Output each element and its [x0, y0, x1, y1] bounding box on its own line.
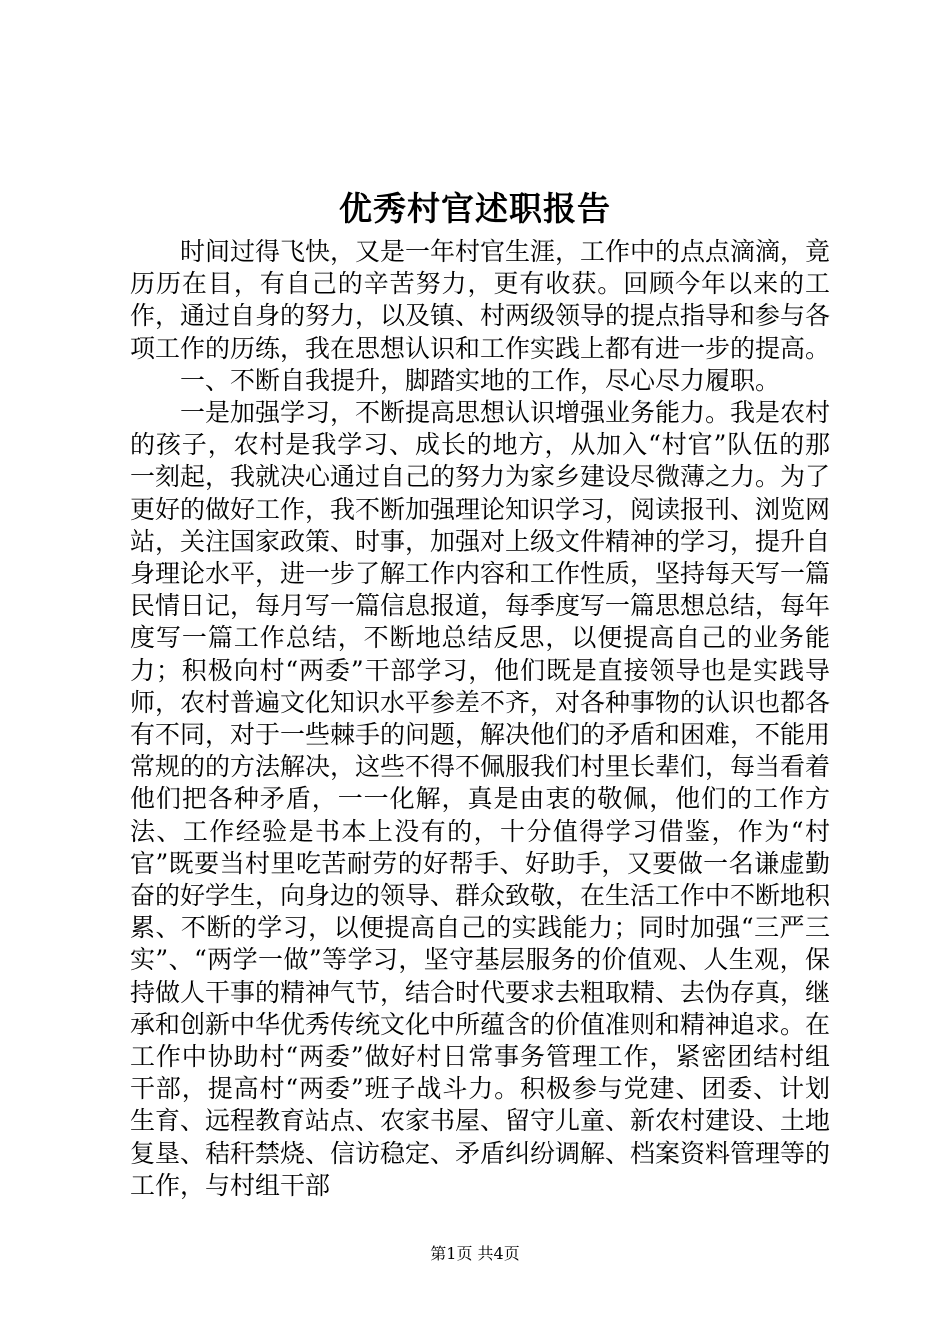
section-heading-1: 一、不断自我提升，脚踏实地的工作，尽心尽力履职。 — [180, 365, 781, 395]
document-body — [130, 236, 830, 1202]
paragraph-study: 一是加强学习，不断提高思想认识增强业务能力。我是农村的孩子，农村是我学习、成长的地方，从加入“村官”队伍的那一刻起，我就决心通过自己的努力为家乡建设尽微薄之力。为了更好的做好工作，我不断加强理论知识学习，阅读报刊、浏览网站，关注国家政策、时事，加强对上级文件精神的学习，提升自身理论水平，进一步了解工作内容和工作性质，坚持每天写一篇民情日记，每月写一篇信息报道，每季度写一篇思想总结，每年度写一篇工作总结，不断地总结反思，以便提高自己的业务能力；积极向村“两委”干部学习，他们既是直接领导也是实践导师，农村普遍文化知识水平参差不齐，对各种事物的认识也都各有不同，对于一些棘手的问题，解决他们的矛盾和困难，不能用常规的的方法解决，这些不得不佩服我们村里长辈们，每当看着他们把各种矛盾，一一化解，真是由衷的敬佩，他们的工作方法、工作经验是书本上没有的，十分值得学习借鉴，作为“村官”既要当村里吃苦耐劳的好帮手、好助手，又要做一名谦虚勤奋的好学生，向身边的领导、群众致敬，在生活工作中不断地积累、不断的学习，以便提高自己的实践能力；同时加强“三严三实”、“两学一做”等学习，坚守基层服务的价值观、人生观，保持做人干事的精神气节，结合时代要求去粗取精、去伪存真，继承和创新中华优秀传统文化中所蕴含的价值准则和精神追求。在工作中协助村“两委”做好村日常事务管理工作，紧密团结村组干部，提高村“两委”班子战斗力。积极参与党建、团委、计划生育、远程教育站点、农家书屋、留守儿童、新农村建设、土地复垦、秸秆禁烧、信访稳定、矛盾纠纷调解、档案资料管理等的工作，与村组干部 — [130, 398, 831, 1200]
paragraph-intro: 时间过得飞快，又是一年村官生涯，工作中的点点滴滴，竟历历在目，有自己的辛苦努力，更有收获。回顾今年以来的工作，通过自身的努力，以及镇、村两级领导的提点指导和参与各项工作的历练，我在思想认识和工作实践上都有进一步的提高。 — [130, 237, 831, 363]
page-footer: 第1页 共4页 — [430, 1244, 520, 1263]
document-title: 优秀村官述职报告 — [339, 189, 611, 228]
